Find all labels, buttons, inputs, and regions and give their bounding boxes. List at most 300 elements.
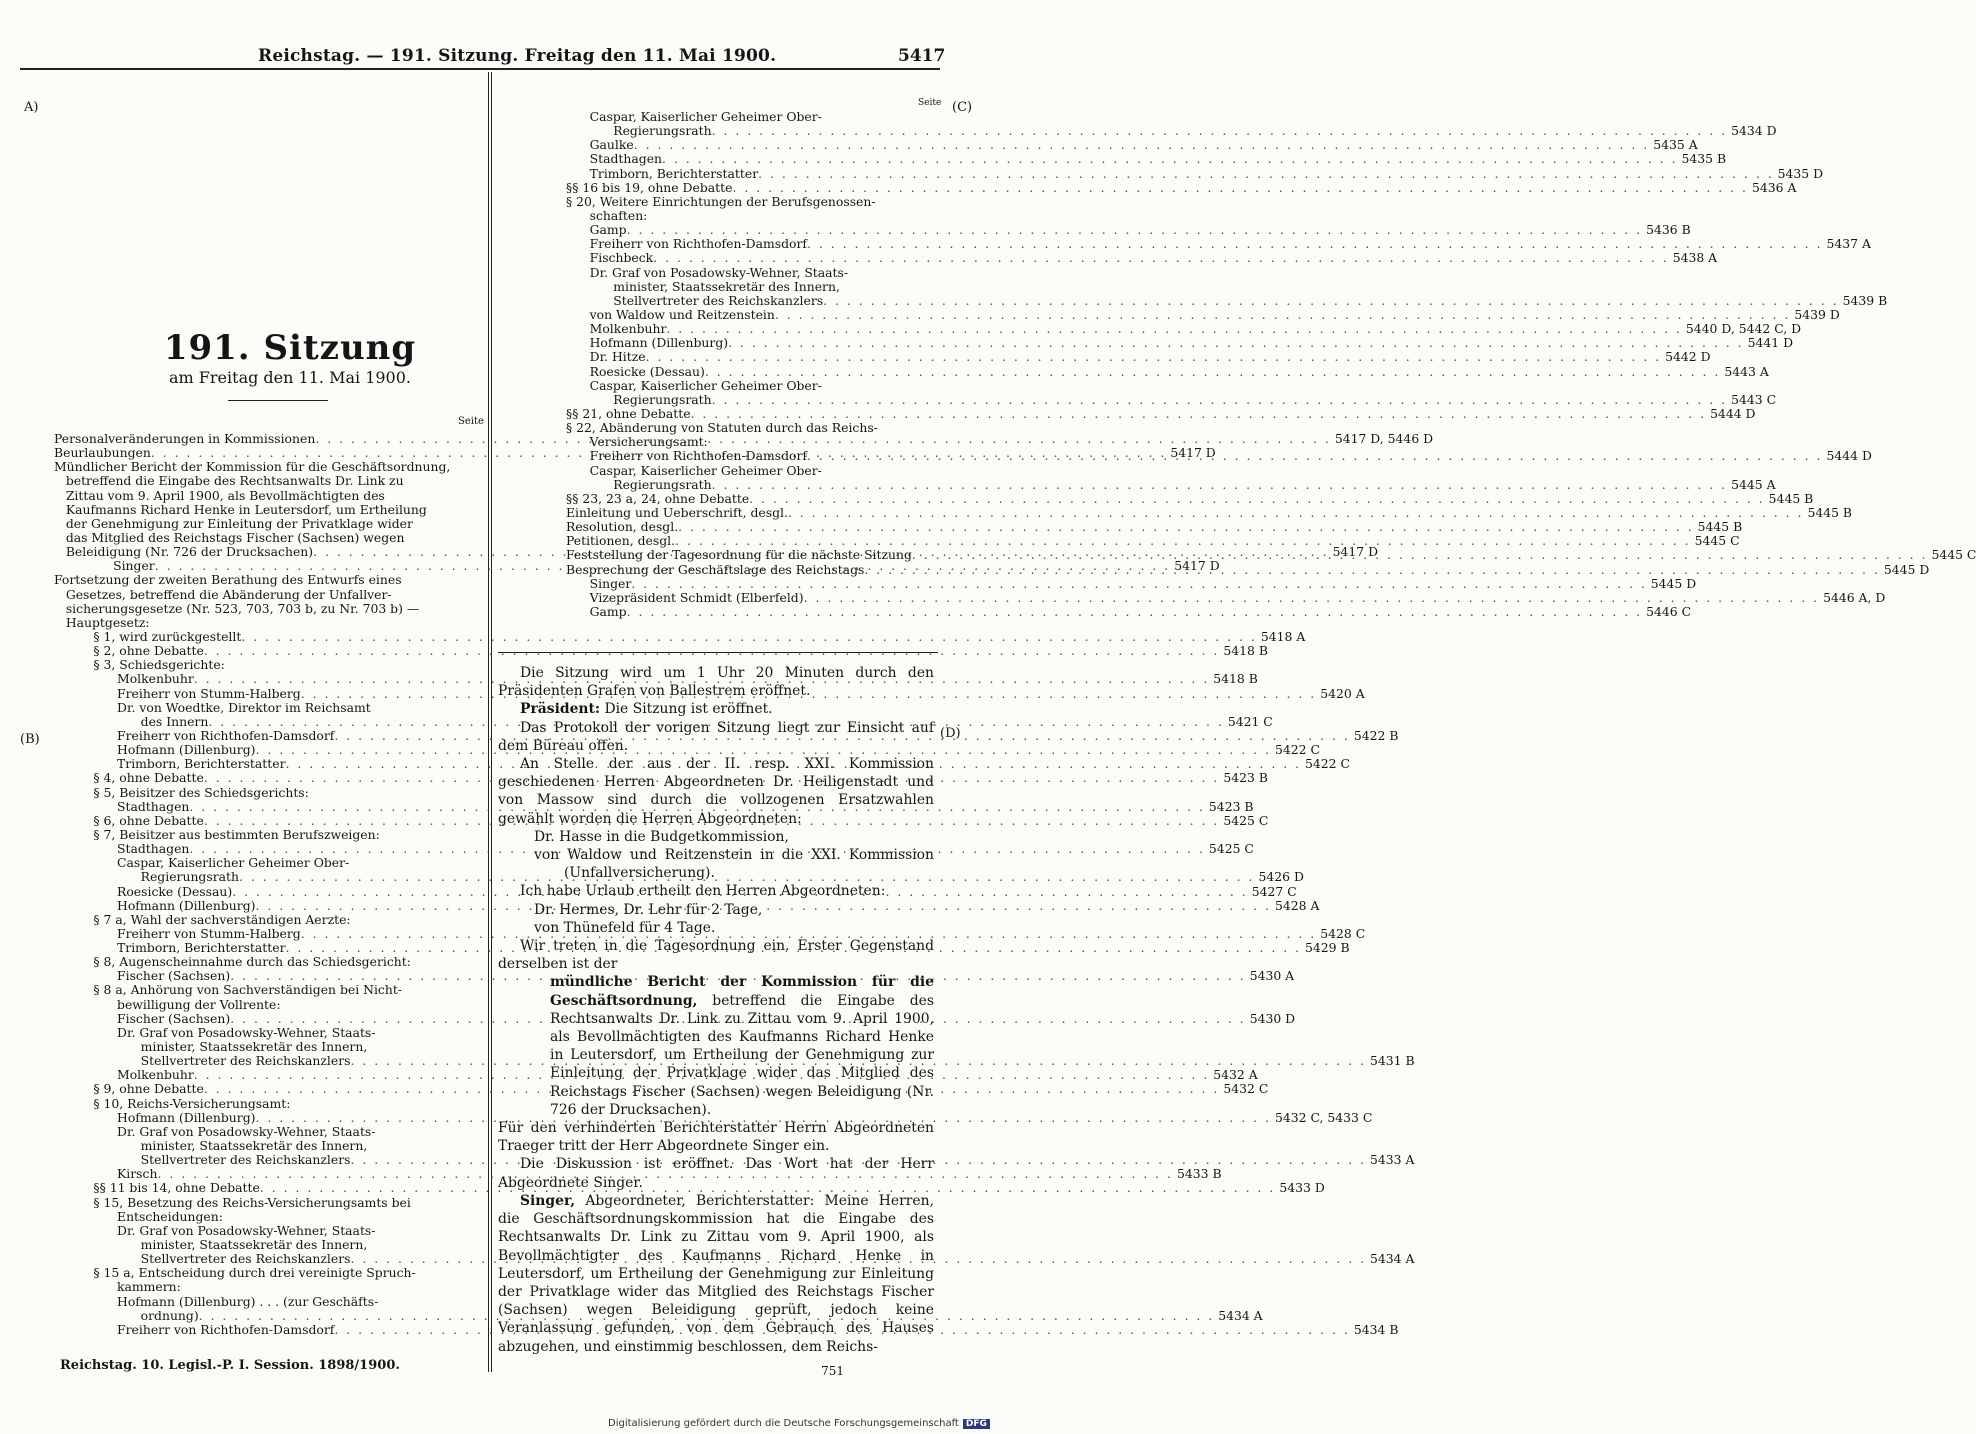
index-entry [54,713,1273,729]
index-entry-page: 5418 B [1213,671,1258,687]
leader-dots [712,478,1728,492]
index-entry [54,841,1254,857]
index-entry-label: Beurlaubungen [54,445,151,461]
index-entry [54,742,1320,758]
index-entry-label: Mündlicher Bericht der Kommission für die Geschäftsordnung, [54,459,451,475]
index-entry [566,195,940,209]
leader-dots [864,563,1880,577]
index-entry-page: 5446 C [1646,603,1692,619]
section-divider [498,652,938,653]
index-entry [566,349,1711,365]
leader-dots [631,577,1647,591]
agenda-item-title: mündliche Bericht der Kommission für die Geschäftsordnung, [550,974,934,1009]
index-entry [54,1307,1263,1323]
index-entry [54,503,484,517]
speech-text: Die Sitzung ist eröffnet. [600,701,773,718]
index-entry-page: 5432 C [1223,1081,1269,1097]
index-entry [566,335,1794,351]
index-entry-label: Trimborn, Berichterstatter [54,940,286,956]
index-entry-page: 5433 B [1176,1166,1222,1182]
index-entry-label: §§ 16 bis 19, ohne Debatte [566,179,733,195]
leader-dots [241,630,1257,644]
index-entry-label: Feststellung der Tagesordnung für die nächste Sitzung [566,547,912,563]
margin-mark-d: (D) [940,726,961,741]
index-entry [54,602,484,616]
index-entry-page: 5434 B [1353,1321,1399,1337]
leader-dots [691,407,1707,421]
index-entry-page: 5445 C [1931,547,1976,563]
index-entry [566,519,1743,535]
leader-dots [749,492,1765,506]
index-entry-label: § 15, Besetzung des Reichs-Versicherungsamts bei [54,1194,411,1210]
index-entry [54,812,1269,828]
index-entry [54,1067,1258,1083]
leader-dots [712,124,1728,138]
index-entry-label: Einleitung und Ueberschrift, desgl. [566,504,788,520]
index-entry-label: Freiherr von Richthofen-Damsdorf [54,1321,335,1337]
index-entry-page: 5430 A [1249,968,1295,984]
index-entry-label: § 6, ohne Debatte [54,812,204,828]
index-entry [566,266,940,280]
index-entry-label: Dr. von Woedtke, Direktor im Reichsamt [54,699,371,715]
leader-dots [775,308,1791,322]
leader-dots [634,138,1650,152]
index-entry [54,460,484,474]
speaker-name: Singer, [520,1192,576,1209]
index-entry-page: 5444 D [1710,405,1756,421]
index-entry [54,1139,484,1153]
index-entry-label: Fischer (Sachsen) [54,968,231,984]
index-entry-label: Molkenbuhr [566,321,667,337]
session-title: 191. Sitzung [163,328,417,368]
index-entry [566,391,1777,407]
index-entry-page: 5417 D [1170,445,1216,461]
index-entry-label: Singer [54,558,155,574]
index-entry-label: Gamp [566,222,627,238]
index-entry-page: 5442 D [1665,349,1711,365]
leader-dots [662,152,1678,166]
index-entry [54,998,484,1012]
index-entry [54,955,484,969]
speech-text: Abgeordneter, Berichterstatter: Meine Herren, die Geschäftsordnungskommission hat die Eingabe des Rechtsanwalts Dr. Link zu Zittau vom 9. April 1900, als Bevollmächtigter des Kaufmanns Richard Henke in Leutersdorf, um Ertheilung der Genehmigung zur Einleitung der Privatklage wider das Mitglied des Reichstags Fischer (Sachsen) wegen Beleidigung geprüft, jedoch keine Veranlassung gefunden, von dem Gebrauch des Hauses abzugehen, und einstimmig beschlossen, dem Reichs- [498,1192,934,1355]
index-entry-label: Trimborn, Berichterstatter [566,165,759,181]
agenda-item-text: betreffend die Eingabe des Rechtsanwalts Dr. Link zu Zittau vom 9. April 1900, als Bevollmächtigten des Kaufmanns Richard Henke in Leutersdorf, um Ertheilung der Genehmigung zur Einleitung der Privatklage wider das Mitglied des Reichstags Fischer (Sachsen) wegen Beleidigung (Nr. 726 der Drucksachen). [550,992,934,1118]
index-entry-page: 5431 B [1370,1053,1415,1069]
index-entry [566,209,940,223]
index-entry [54,671,1258,687]
footer-session-info: Reichstag. 10. Legisl.-P. I. Session. 1898/1900. [60,1358,400,1373]
index-entry-page: 5432 A [1213,1067,1258,1083]
index-entry [54,968,1295,984]
index-entry [54,643,1268,659]
index-entry-page: 5418 A [1260,628,1306,644]
index-entry-label: sicherungsgesetze (Nr. 523, 703, 703 b, zu Nr. 703 b) — [54,600,420,616]
index-entry-label: Stellvertreter des Reichskanzlers [54,1152,351,1168]
page-number: 5417 [898,46,946,66]
index-entry-page: 5437 A [1826,236,1871,252]
index-entry [54,798,1254,814]
index-entry [54,1040,484,1054]
rapporteur-paragraph: Für den verhinderten Berichterstatter Herrn Abgeordneten Traeger tritt der Herr Abgeordnete Singer ein. [498,1120,934,1155]
index-entry-page: 5422 C [1275,742,1320,758]
dfg-logo: DFG [963,1419,990,1429]
index-entry [54,1321,1399,1337]
index-entry-label: Stellvertreter des Reichskanzlers [566,292,824,308]
index-entry-label: Petitionen, desgl. [566,533,676,549]
index-entry [54,489,484,503]
index-entry [566,464,940,478]
index-entry-page: 5426 D [1258,869,1304,885]
index-entry-label: minister, Staatssekretär des Innern, [566,278,840,294]
index-entry [54,1125,484,1139]
index-entry-label: § 7 a, Wahl der sachverständigen Aerzte: [54,911,351,927]
index-entry [54,1224,484,1238]
index-entry-label: betreffend die Eingabe des Rechtsanwalts Dr. Link zu [54,473,404,489]
index-entry [54,940,1350,956]
index-entry [54,1266,484,1280]
index-entry-label: Freiherr von Stumm-Halberg [54,685,301,701]
leader-dots [823,294,1839,308]
commission-item: Dr. Hasse in die Budgetkommission, [534,828,789,845]
index-entry [54,701,484,715]
index-entry [566,589,1886,605]
index-entry [566,222,1691,238]
index-entry-label: § 7, Beisitzer aus bestimmten Berufszweigen: [54,826,380,842]
index-entry-page: 5417 D [1332,544,1379,560]
index-entry-label: § 22, Abänderung von Statuten durch das Reichs- [566,420,878,436]
index-entry [54,616,484,630]
index-entry [566,405,1756,421]
index-entry [54,588,484,602]
index-entry [566,165,1824,181]
index-entry-page: 5433 D [1279,1180,1325,1196]
leader-dots [807,237,1823,251]
index-entry-page: 5445 D [1883,561,1930,577]
index-entry-label: Caspar, Kaiserlicher Geheimer Ober- [54,855,350,871]
index-entry-page: 5428 A [1275,897,1320,913]
index-entry-label: bewilligung der Vollrente: [54,996,281,1012]
index-entry-page: 5439 D [1794,306,1840,322]
protocol-paragraph: Das Protokoll der vorigen Sitzung liegt zur Einsicht auf dem Büreau offen. [498,719,934,754]
index-entry-label: §§ 21, ohne Debatte [566,405,691,421]
index-entry-label: § 9, ohne Debatte [54,1081,204,1097]
index-entry-page: 5445 B [1768,490,1814,506]
leader-dots [758,167,1774,181]
index-entry-page: 5443 A [1724,363,1769,379]
index-entry-label: Hofmann (Dillenburg) [54,1109,256,1125]
index-entry [566,306,1840,322]
index-entry-page: 5434 D [1731,123,1777,139]
index-entry-label: Regierungsrath [566,476,712,492]
index-entry-label: § 8 a, Anhörung von Sachverständigen bei Nicht- [54,982,402,998]
index-entry-label: Freiherr von Richthofen-Damsdorf [566,236,807,252]
index-entry-label: §§ 11 bis 14, ohne Debatte [54,1180,260,1196]
index-entry-label: § 2, ohne Debatte [54,643,204,659]
index-entry [54,1097,484,1111]
index-entry-label: des Innern [54,713,209,729]
index-entry-page: 5432 C, 5433 C [1275,1109,1373,1125]
index-entry-label: Besprechung der Geschäftslage des Reichstags [566,561,865,577]
index-entry [54,869,1304,885]
index-entry [566,280,940,294]
index-entry-label: Stadthagen [54,798,190,814]
index-entry-page: 5436 A [1751,179,1797,195]
index-entry-page: 5445 C [1694,533,1740,549]
index-entry-label: minister, Staatssekretär des Innern, [54,1237,368,1253]
index-entry [54,1196,484,1210]
credit-text: Digitalisierung gefördert durch die Deutsche Forschungsgemeinschaft [608,1418,959,1429]
index-entry-page: 5417 D, 5446 D [1334,431,1434,446]
index-entry-label: Freiherr von Stumm-Halberg [54,925,301,941]
index-entry [54,1295,484,1309]
index-entry-label: Vizepräsident Schmidt (Elberfeld) [566,589,804,605]
index-entry-label: Resolution, desgl. [566,519,679,535]
index-entry-label: Dr. Graf von Posadowsky-Wehner, Staats- [54,1024,376,1040]
index-entry-label: Hofmann (Dillenburg) . . . (zur Geschäfts- [54,1293,379,1309]
index-entry [54,1210,484,1224]
index-entry-label: Regierungsrath [566,123,712,139]
index-entry-label: § 1, wird zurückgestellt [54,628,242,644]
index-entry-label: Stellvertreter des Reichskanzlers [54,1053,351,1069]
index-entry [54,517,484,531]
index-entry [566,179,1797,195]
index-entry-label: Molkenbuhr [54,671,194,687]
index-entry [54,1026,484,1040]
minutes-body [498,664,934,1380]
index-entry-label: § 20, Weitere Einrichtungen der Berufsgenossen- [566,193,876,209]
index-entry [54,658,484,672]
index-entry-page: 5441 D [1747,335,1794,351]
index-entry [54,828,484,842]
index-entry [54,756,1350,772]
leader-dots [732,181,1748,195]
index-entry [54,1238,484,1252]
leader-dots [912,548,1928,562]
index-entry-label: Kaufmanns Richard Henke in Leutersdorf, um Ertheilung [54,501,427,517]
index-entry-label: § 4, ohne Debatte [54,770,204,786]
agenda-item [498,973,934,1119]
index-entry [566,504,1853,520]
index-entry-label: ordnung) [54,1307,199,1323]
index-entry-label: Dr. Graf von Posadowsky-Wehner, Staats- [54,1123,376,1139]
index-entry [566,435,940,449]
index-entry-label: von Waldow und Reitzenstein [566,306,775,322]
session-subtitle: am Freitag den 11. Mai 1900. [169,368,411,387]
leader-dots [678,520,1694,534]
leader-dots [627,605,1643,619]
index-entry [566,321,1802,337]
leader-dots [653,251,1669,265]
running-title: Reichstag. — 191. Sitzung. Freitag den 11. Mai 1900. [258,46,777,66]
index-entry-page: 5417 D [1174,558,1220,574]
index-entry-label: § 8, Augenscheinnahme durch das Schiedsgericht: [54,954,411,970]
index-entry-page: 5445 B [1697,519,1743,535]
index-entry-label: Hauptgesetz: [54,614,150,630]
index-entry [54,1180,1325,1196]
index-entry-label: Regierungsrath [54,869,239,885]
index-entry-label: kammern: [54,1279,181,1295]
leader-dots [788,506,1804,520]
index-entry-page: 5440 D, 5442 C, D [1685,321,1802,337]
margin-mark-b: (B) [20,732,40,747]
index-entry [566,236,1871,252]
leader-dots [807,449,1823,463]
index-entry-label: Fortsetzung der zweiten Berathung des Entwurfs eines [54,572,402,588]
index-entry-page: 5422 B [1353,727,1399,743]
leader-dots [705,365,1721,379]
leave-item: Dr. Hermes, Dr. Lehr für 2 Tage, [534,901,763,918]
margin-mark-c: (C) [952,100,973,115]
index-entry-label: Caspar, Kaiserlicher Geheimer Ober- [566,109,822,124]
index-entry-label: Stadthagen [566,151,663,167]
index-entry-label: Entscheidungen: [54,1208,223,1224]
index-entry-label: Singer [566,575,632,591]
index-entry-label: Gesetzes, betreffend die Abänderung der Unfallver- [54,586,392,602]
index-entry [54,983,484,997]
index-entry [566,137,1698,153]
index-entry [54,628,1306,644]
index-entry-page: 5445 D [1650,575,1697,591]
leader-dots [646,350,1662,364]
index-entry [54,474,484,488]
index-entry-label: Stadthagen [54,841,190,857]
index-entry [54,913,484,927]
index-entry [566,533,1740,549]
index-entry-label: minister, Staatssekretär des Innern, [54,1138,368,1154]
sheet-number: 751 [821,1363,844,1378]
index-entry [566,363,1769,379]
header-rule [20,68,940,70]
index-entry [566,151,1727,167]
index-entry-label: Hofmann (Dillenburg) [54,897,256,913]
leader-dots [627,223,1643,237]
index-entry-label: Regierungsrath [566,391,712,407]
index-entry-page: 5423 B [1208,798,1254,814]
index-entry-page: 5438 A [1672,250,1718,266]
index-entry-label: Beleidigung (Nr. 726 der Drucksachen) [54,544,314,560]
singer-paragraph [498,1192,934,1356]
index-entry-label: Trimborn, Berichterstatter [54,756,286,772]
index-entry-page: 5433 A [1370,1152,1415,1168]
index-entry-page: 5439 B [1842,292,1888,308]
index-entry-page: 5446 A, D [1823,589,1886,605]
index-entry-page: 5425 C [1223,812,1269,828]
index-entry-label: Caspar, Kaiserlicher Geheimer Ober- [566,377,822,393]
index-entry [566,292,1888,308]
index-entry-page: 5430 D [1249,1010,1296,1026]
leader-dots [675,534,1691,548]
index-entry-page: 5422 C [1305,756,1350,772]
index-entry-label: Hofmann (Dillenburg) [54,742,256,758]
commission-paragraph: An Stelle der aus der II. resp. XXI. Kommission geschiedenen Herren Abgeordneten Dr. Heiligenstadt und von Massow sind durch die vollzogenen Ersatzwahlen gewählt worden die Herren Abgeordneten: [498,756,934,827]
margin-mark-seite: Seite [918,98,942,108]
index-entry [54,786,484,800]
president-paragraph [498,700,934,718]
leader-dots [804,591,1820,605]
index-entry [54,1280,484,1294]
index-entry-page: 5429 B [1305,940,1350,956]
index-entry-label: Dr. Graf von Posadowsky-Wehner, Staats- [566,264,849,280]
leader-dots [666,322,1682,336]
index-entry [54,1053,1415,1069]
index-entry [54,573,484,587]
index-entry-page: 5445 A [1731,476,1776,492]
index-entry-label: Stellvertreter des Reichskanzlers [54,1251,351,1267]
index-entry-page: 5427 C [1251,883,1297,899]
seite-label: Seite [458,416,484,427]
index-entry [566,575,1697,591]
index-entry-label: Fischer (Sachsen) [54,1010,231,1026]
agenda-paragraph: Wir treten in die Tagesordnung ein. Erster Gegenstand derselben ist der [498,938,934,973]
index-entry [566,250,1718,266]
index-entry [566,490,1814,506]
index-entry-page: 5421 C [1227,713,1273,729]
index-entry-label: Zittau vom 9. April 1900, als Bevollmächtigten des [54,487,385,503]
index-entry [566,421,940,435]
index-entry-label: Freiherr von Richthofen-Damsdorf [54,727,335,743]
index-entry [54,1081,1269,1097]
index-entry-label: § 10, Reichs-Versicherungsamt: [54,1095,291,1111]
leader-dots [728,336,1744,350]
index-entry [566,603,1692,619]
margin-mark-a: A) [24,100,39,115]
leader-dots [712,393,1728,407]
index-entry [54,1166,1222,1182]
index-entry-label: § 15 a, Entscheidung durch drei vereinigte Spruch- [54,1265,416,1281]
index-entry [54,770,1268,786]
index-entry-label: Kirsch [54,1166,158,1182]
index-entry-page: 5418 B [1223,643,1268,659]
leave-paragraph: Ich habe Urlaub ertheilt den Herren Abgeordneten: [520,883,886,900]
index-entry-label: minister, Staatssekretär des Innern, [54,1039,368,1055]
index-entry-label: das Mitglied des Reichstags Fischer (Sachsen) wegen [54,529,405,545]
commission-item: von Waldow und Reitzenstein in die XXI. Kommission (Unfallversicherung). [534,847,934,882]
opening-paragraph: Die Sitzung wird um 1 Uhr 20 Minuten durch den Präsidenten Grafen von Ballestrem eröffnet. [498,665,934,700]
index-entry-page: 5435 B [1681,151,1727,167]
index-entry-label: Dr. Graf von Posadowsky-Wehner, Staats- [54,1222,376,1238]
index-entry-page: 5434 A [1370,1251,1415,1267]
index-entry [54,1010,1296,1026]
index-entry-page: 5435 A [1653,137,1698,153]
index-entry [54,1251,1415,1267]
index-entry-label: Freiherr von Richthofen-Damsdorf [566,448,807,464]
index-entry-page: 5435 D [1777,165,1824,181]
index-entry-label: Fischbeck [566,250,654,266]
index-entry-label: Gamp [566,603,627,619]
index-entry-label: Personalveränderungen in Kommissionen [54,431,316,446]
index-entry-label: § 3, Schiedsgerichte: [54,657,225,673]
index-entry-page: 5443 C [1731,391,1777,407]
leave-item: von Thünefeld für 4 Tage. [534,919,716,936]
index-entry-label: Gaulke [566,137,634,153]
index-entry-label: Roesicke (Dessau) [566,363,705,379]
footer-credit [608,1418,990,1429]
index-entry [54,727,1399,743]
index-entry-label: schaften: [566,207,648,223]
index-entry-label: Hofmann (Dillenburg) [566,335,729,351]
index-entry-page: 5445 B [1807,504,1853,520]
index-entry-page: 5420 A [1320,685,1365,701]
index-entry [54,1152,1415,1168]
index-entry-label: Versicherungsamt: [566,434,708,450]
index-entry [566,476,1776,492]
index-entry [566,123,1777,139]
index-entry [566,379,940,393]
index-entry-page: 5434 A [1218,1307,1263,1323]
index-entry [54,685,1365,701]
index-entry [54,856,484,870]
index-entry [54,1109,1373,1125]
